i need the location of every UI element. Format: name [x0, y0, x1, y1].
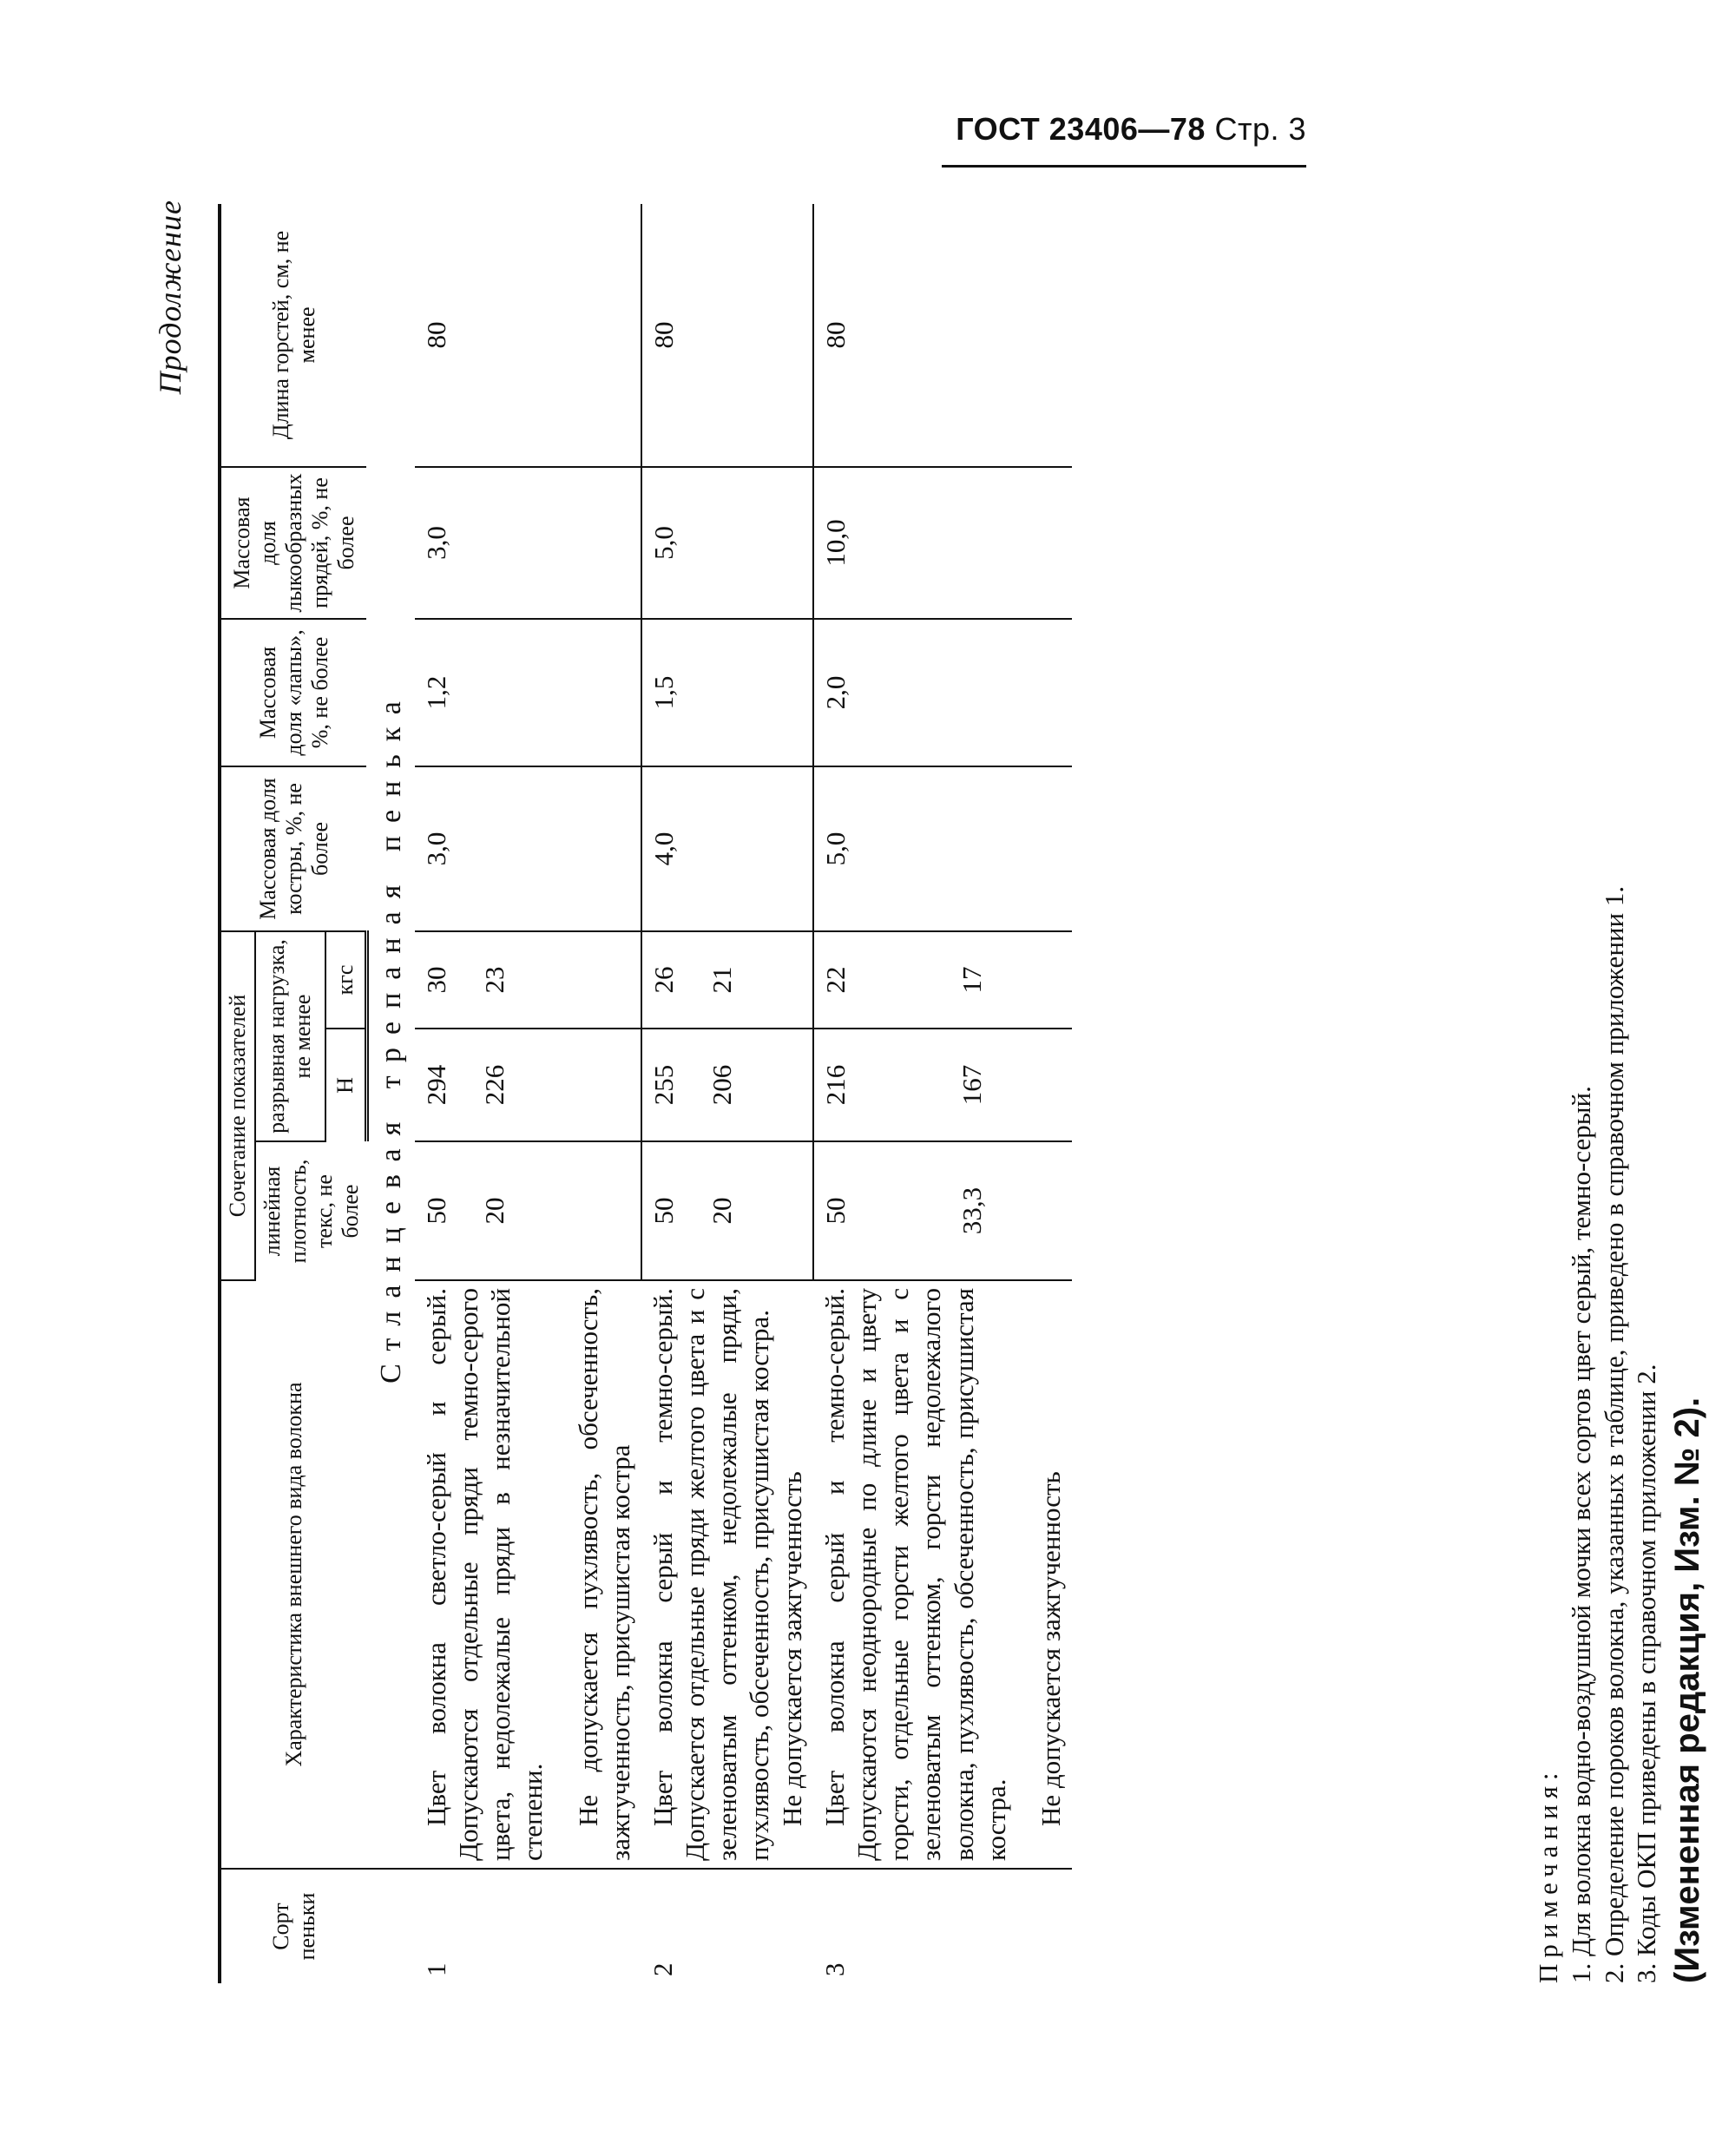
length-value: 80 [641, 204, 813, 467]
section-row [366, 204, 414, 1983]
appearance-description [813, 1280, 1072, 1869]
table-row [415, 204, 641, 1983]
breaking-load-n-cell [415, 1029, 641, 1141]
linear-density-value: 50 [647, 1197, 679, 1225]
header-length: Длина горстей, см, не менее [220, 204, 366, 467]
linear-density-value: 20 [478, 1197, 509, 1225]
header-shive: Массовая доля костры, %, не более [220, 766, 366, 931]
breaking-load-kgf-cell [813, 931, 1072, 1029]
appearance-text: Цвет волокна серый и темно-серый. Допускается отдельные пряди желтого цвета и с зеленоватым оттенком, недолежалые пряди, пухлявость, обсеченность, присушистая костра. [647, 1288, 775, 1861]
breaking-load-n-value: 294 [420, 1064, 451, 1106]
specification-table [218, 204, 1072, 1983]
linear-density-value: 20 [707, 1197, 738, 1225]
header-rule [942, 165, 1306, 168]
breaking-load-n-value: 216 [819, 1064, 851, 1106]
linear-density-value: 50 [420, 1197, 451, 1225]
shive-value: 4,0 [641, 766, 813, 931]
breaking-load-kgf-value: 23 [478, 966, 509, 994]
table-header-row [220, 204, 255, 1983]
header-sort: Сорт пеньки [220, 1869, 366, 1983]
shive-value: 3,0 [415, 766, 641, 931]
table-row [641, 204, 813, 1983]
bast-value: 3,0 [415, 467, 641, 619]
length-value: 80 [415, 204, 641, 467]
breaking-load-n-value: 167 [956, 1064, 987, 1106]
note-item: 2. Определение пороков волокна, указанных в таблице, приведено в справочном приложении 1. [1598, 885, 1629, 1983]
appearance-restriction: Не допускается пухлявость, обсеченность, зажгученность, присушистая костра [572, 1288, 635, 1861]
breaking-load-kgf-value: 21 [707, 966, 738, 994]
appearance-description [641, 1280, 813, 1869]
header-bast: Массовая доля лыкообразных прядей, %, не более [220, 467, 366, 619]
standard-page-label [956, 111, 1306, 148]
notes-title: Примечания: [1533, 1766, 1563, 1983]
linear-density-cell [415, 1141, 641, 1280]
header-unit-kgf: кгс [325, 931, 367, 1029]
header-breaking-load: разрывная нагрузка, не менее [255, 931, 325, 1141]
header-unit-n: Н [325, 1029, 367, 1141]
header-linear-density: линейная плотность, текс, не более [255, 1141, 367, 1280]
bast-value: 5,0 [641, 467, 813, 619]
breaking-load-kgf-value: 17 [956, 966, 987, 994]
edit-note: (Измененная редакция, Изм. № 2). [1668, 1397, 1707, 1983]
continuation-label: Продолжение [153, 200, 187, 395]
header-combination: Сочетание показателей [220, 931, 255, 1280]
appearance-text: Цвет волокна светло-серый и серый. Допускаются отдельные пряди темно-серого цвета, недолежалые пряди в незначительной степени. [420, 1288, 549, 1861]
page-header [942, 111, 1306, 167]
note-item: 1. Для волокна водно-воздушной мочки всех сортов цвет серый, темно-серый. [1565, 1086, 1596, 1983]
linear-density-cell [813, 1141, 1072, 1280]
lapa-value: 1,2 [415, 619, 641, 766]
linear-density-value: 50 [819, 1197, 851, 1225]
linear-density-value: 33,3 [956, 1186, 987, 1235]
note-item: 3. Коды ОКП приведены в справочном приложении 2. [1631, 1364, 1662, 1983]
linear-density-cell [641, 1141, 813, 1280]
breaking-load-n-cell [641, 1029, 813, 1141]
notes-block [1532, 204, 1709, 1983]
table-row [813, 204, 1072, 1983]
breaking-load-kgf-cell [415, 931, 641, 1029]
header-appearance: Характеристика внешнего вида волокна [220, 1280, 366, 1869]
header-lapa: Массовая доля «лапы», %, не более [220, 619, 366, 766]
appearance-restriction: Не допускается зажгученность [776, 1471, 807, 1826]
section-title: Стланцевая трепаная пенька [366, 204, 414, 1869]
breaking-load-n-value: 206 [707, 1064, 738, 1106]
length-value: 80 [813, 204, 1072, 467]
appearance-text: Цвет волокна серый и темно-серый. Допускаются неоднородные по длине и цвету горсти, отдельные горсти желтого цвета и с зеленоватым оттенком, горсти недолежалого волокна, пухлявость, обсеченность, присушистая костра. [818, 1288, 1011, 1861]
appearance-restriction: Не допускается зажгученность [1035, 1471, 1066, 1826]
appearance-description [415, 1280, 641, 1869]
breaking-load-kgf-value: 30 [420, 966, 451, 994]
page-number: Стр. 3 [1214, 111, 1306, 147]
sort-number: 1 [420, 1962, 451, 1976]
sort-number: 3 [818, 1962, 850, 1976]
shive-value: 5,0 [813, 766, 1072, 931]
lapa-value: 2,0 [813, 619, 1072, 766]
bast-value: 10,0 [813, 467, 1072, 619]
breaking-load-kgf-value: 26 [647, 966, 679, 994]
breaking-load-kgf-value: 22 [819, 966, 851, 994]
lapa-value: 1,5 [641, 619, 813, 766]
breaking-load-kgf-cell [641, 931, 813, 1029]
rotated-table-block [152, 200, 1707, 1983]
breaking-load-n-value: 255 [647, 1064, 679, 1106]
sort-number: 2 [647, 1962, 678, 1976]
standard-number: ГОСТ 23406—78 [956, 111, 1206, 147]
breaking-load-n-value: 226 [478, 1064, 509, 1106]
breaking-load-n-cell [813, 1029, 1072, 1141]
